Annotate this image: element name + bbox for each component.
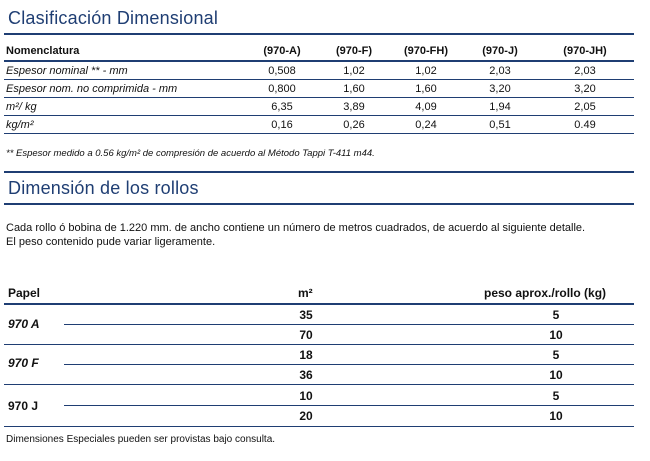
paragraph-line: Cada rollo ó bobina de 1.220 mm. de ancho contiene un número de metros cuadrados, de acuerdo al siguiente detalle. [6,222,586,234]
table-row [4,80,634,98]
peso-cell: 10 [549,328,563,342]
header-rule [4,303,634,305]
spec-table [4,43,634,134]
table-cell: 0,800 [244,80,320,98]
footnote: ** Espesor medido a 0.56 kg/m² de compresión de acuerdo al Método Tappi T-411 m44. [6,148,375,159]
table-cell: 1,02 [320,61,388,80]
table-cell: 0,508 [244,61,320,80]
m2-cell: 70 [299,328,313,342]
footer-note: Dimensiones Especiales pueden ser provistas bajo consulta. [6,434,276,445]
m2-cell: 20 [299,409,313,423]
row-label: kg/m² [4,116,244,134]
peso-cell: 5 [552,348,560,362]
table-cell: 0.49 [536,116,634,134]
peso-cell: 5 [552,308,560,322]
row-label: Espesor nom. no comprimida - mm [4,80,244,98]
group-label-970j: 970 J [8,399,39,413]
table-cell: 2,05 [536,98,634,116]
table-row [4,98,634,116]
description-paragraph [6,221,638,249]
table-cell: 1,60 [320,80,388,98]
table-cell: 0,51 [464,116,536,134]
row-label: m²/ kg [4,98,244,116]
m2-cell: 10 [299,389,313,403]
group-label-970f: 970 F [8,356,39,370]
row-divider [64,405,634,406]
table-cell: 2,03 [536,61,634,80]
peso-cell: 10 [549,368,563,382]
section-title-clasificacion: Clasificación Dimensional [8,8,219,28]
table-cell: 2,03 [464,61,536,80]
header-papel: Papel [8,286,41,300]
peso-cell: 10 [549,409,563,423]
group-divider [4,344,634,345]
row-divider [64,364,634,365]
group-label-970a: 970 A [8,317,40,331]
table-cell: 0,16 [244,116,320,134]
m2-cell: 18 [299,348,313,362]
group-divider [4,426,634,427]
table-cell: 1,02 [388,61,464,80]
header-nomenclatura: Nomenclatura [4,43,244,61]
header-970a: (970-A) [244,43,320,61]
m2-cell: 36 [299,368,313,382]
row-label: Espesor nominal ** - mm [4,61,244,80]
table-row [4,61,634,80]
group-divider [4,384,634,385]
table-cell: 1,94 [464,98,536,116]
table-cell: 6,35 [244,98,320,116]
m2-cell: 35 [299,308,313,322]
header-970fh: (970-FH) [388,43,464,61]
table-row [4,116,634,134]
peso-cell: 5 [552,389,560,403]
header-970j: (970-J) [464,43,536,61]
table-cell: 4,09 [388,98,464,116]
table-cell: 3,20 [464,80,536,98]
table-cell: 1,60 [388,80,464,98]
row-divider [64,324,634,325]
paragraph-line: El peso contenido pude variar ligeramente. [6,236,216,248]
table-cell: 0,24 [388,116,464,134]
table-cell: 3,20 [536,80,634,98]
table-cell: 0,26 [320,116,388,134]
header-m2: m² [298,286,313,300]
header-970f: (970-F) [320,43,388,61]
section-rule [4,203,634,205]
header-peso: peso aprox./rollo (kg) [484,286,607,300]
section-title-dimension-rollos: Dimensión de los rollos [8,178,199,198]
spec-header-row [4,43,634,61]
section-rule [4,33,634,35]
section-rule [4,171,634,173]
header-970jh: (970-JH) [536,43,634,61]
table-cell: 3,89 [320,98,388,116]
